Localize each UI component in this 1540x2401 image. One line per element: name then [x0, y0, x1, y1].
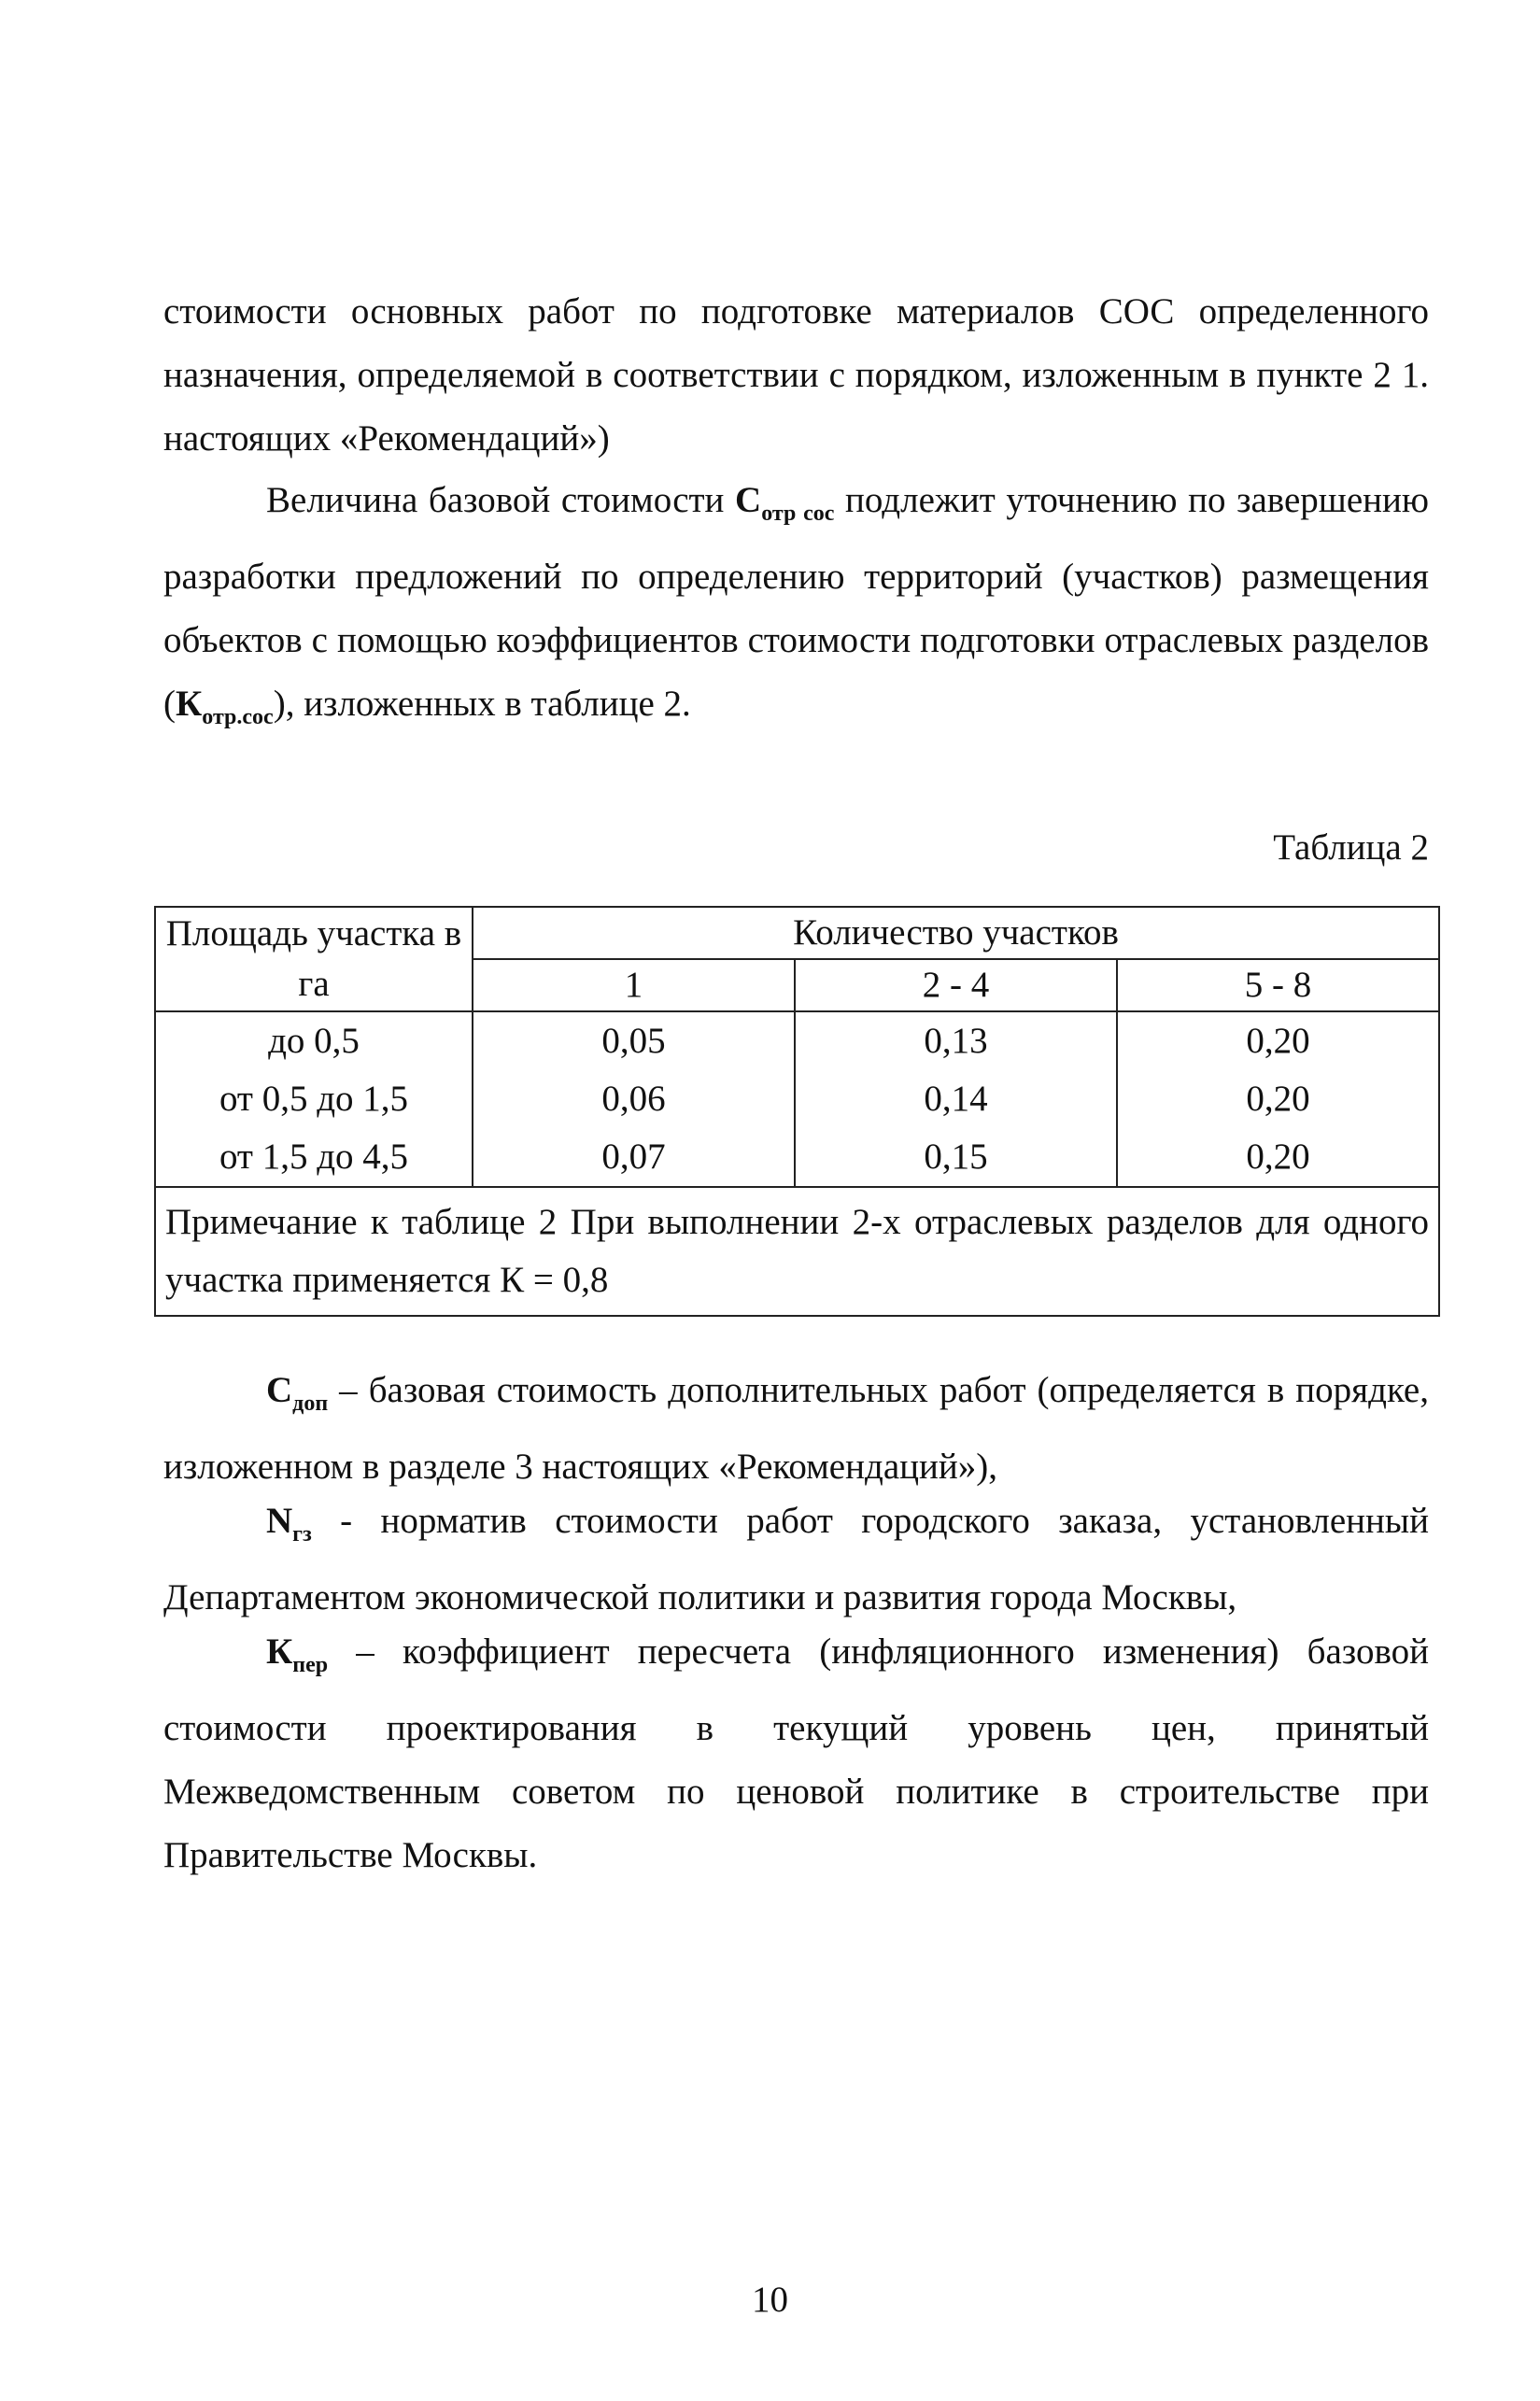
table-row	[155, 1128, 1439, 1187]
paragraph-text: ), изложенных в таблице 2.	[273, 683, 691, 724]
page-number: 10	[752, 2280, 788, 2320]
paragraph-text: подлежит уточнению по завершению разработки предложений по определению территорий (участков) размещения объектов с помощью коэффициентов стоимости подготовки отраслевых разделов (	[163, 480, 1430, 724]
value-cell: 0,05	[473, 1011, 795, 1070]
value-cell: 0,14	[795, 1070, 1117, 1128]
definition-text: – коэффициент пересчета (инфляционного изменения) базовой стоимости проектирования в текущий уровень цен, принятый Межведомственным советом по ценовой политике в строительстве при Правительстве Москвы.	[163, 1631, 1429, 1875]
value-cell: 0,13	[795, 1011, 1117, 1070]
value-cell: 0,20	[1117, 1070, 1439, 1128]
paragraph-base-cost	[163, 469, 1429, 749]
table-note-row	[155, 1187, 1439, 1316]
definition-city-order-norm	[163, 1490, 1429, 1630]
coefficients-table	[154, 906, 1440, 1317]
definition-text: - норматив стоимости работ городского заказа, установленный Департаментом экономической политики и развития города Москвы,	[163, 1501, 1429, 1617]
area-column-header: Площадь участка в га	[155, 907, 473, 1011]
value-cell: 0,20	[1117, 1011, 1439, 1070]
table-row	[155, 1011, 1439, 1070]
value-cell: 0,20	[1117, 1128, 1439, 1187]
area-cell: до 0,5	[155, 1011, 473, 1070]
coefficient-term	[176, 683, 274, 729]
term-symbol: С	[266, 1370, 293, 1410]
term-subscript: пер	[292, 1652, 329, 1677]
cost-term-symbol: С	[735, 480, 762, 520]
value-cell: 0,06	[473, 1070, 795, 1128]
definition-recalculation-coefficient	[163, 1620, 1429, 1887]
paragraph-continuation: стоимости основных работ по подготовке материалов СОС определенного назначения, определяемой в соответствии с порядком, изложенным в пункте 2 1. настоящих «Рекомендаций»)	[163, 291, 1429, 459]
term-subscript: гз	[292, 1521, 312, 1547]
table-note: Примечание к таблице 2 При выполнении 2-х отраслевых разделов для одного участка применяется К = 0,8	[155, 1187, 1439, 1316]
definition-additional-cost	[163, 1359, 1429, 1499]
area-cell: от 0,5 до 1,5	[155, 1070, 473, 1128]
definition-term	[266, 1501, 312, 1547]
cost-term	[735, 480, 835, 526]
table-row	[155, 1070, 1439, 1128]
cost-term-subscript: отр сос	[761, 501, 835, 526]
term-symbol: К	[266, 1631, 293, 1672]
term-symbol: N	[266, 1501, 293, 1541]
definition-term	[266, 1370, 329, 1416]
definition-text: – базовая стоимость дополнительных работ (определяется в порядке, изложенном в разделе 3 настоящих «Рекомендаций»),	[163, 1370, 1429, 1487]
value-cell: 0,07	[473, 1128, 795, 1187]
table-header-row	[155, 907, 1439, 959]
table-caption: Таблица 2	[1273, 827, 1429, 868]
count-column-header: Количество участков	[473, 907, 1439, 959]
area-cell: от 1,5 до 4,5	[155, 1128, 473, 1187]
count-column-1: 1	[473, 959, 795, 1011]
definition-term	[266, 1631, 329, 1677]
paragraph-text: Величина базовой стоимости	[266, 480, 736, 520]
count-column-3: 5 - 8	[1117, 959, 1439, 1011]
coefficient-symbol: К	[176, 683, 203, 724]
value-cell: 0,15	[795, 1128, 1117, 1187]
count-column-2: 2 - 4	[795, 959, 1117, 1011]
coefficient-subscript: отр.сос	[202, 704, 274, 729]
term-subscript: доп	[292, 1391, 329, 1416]
